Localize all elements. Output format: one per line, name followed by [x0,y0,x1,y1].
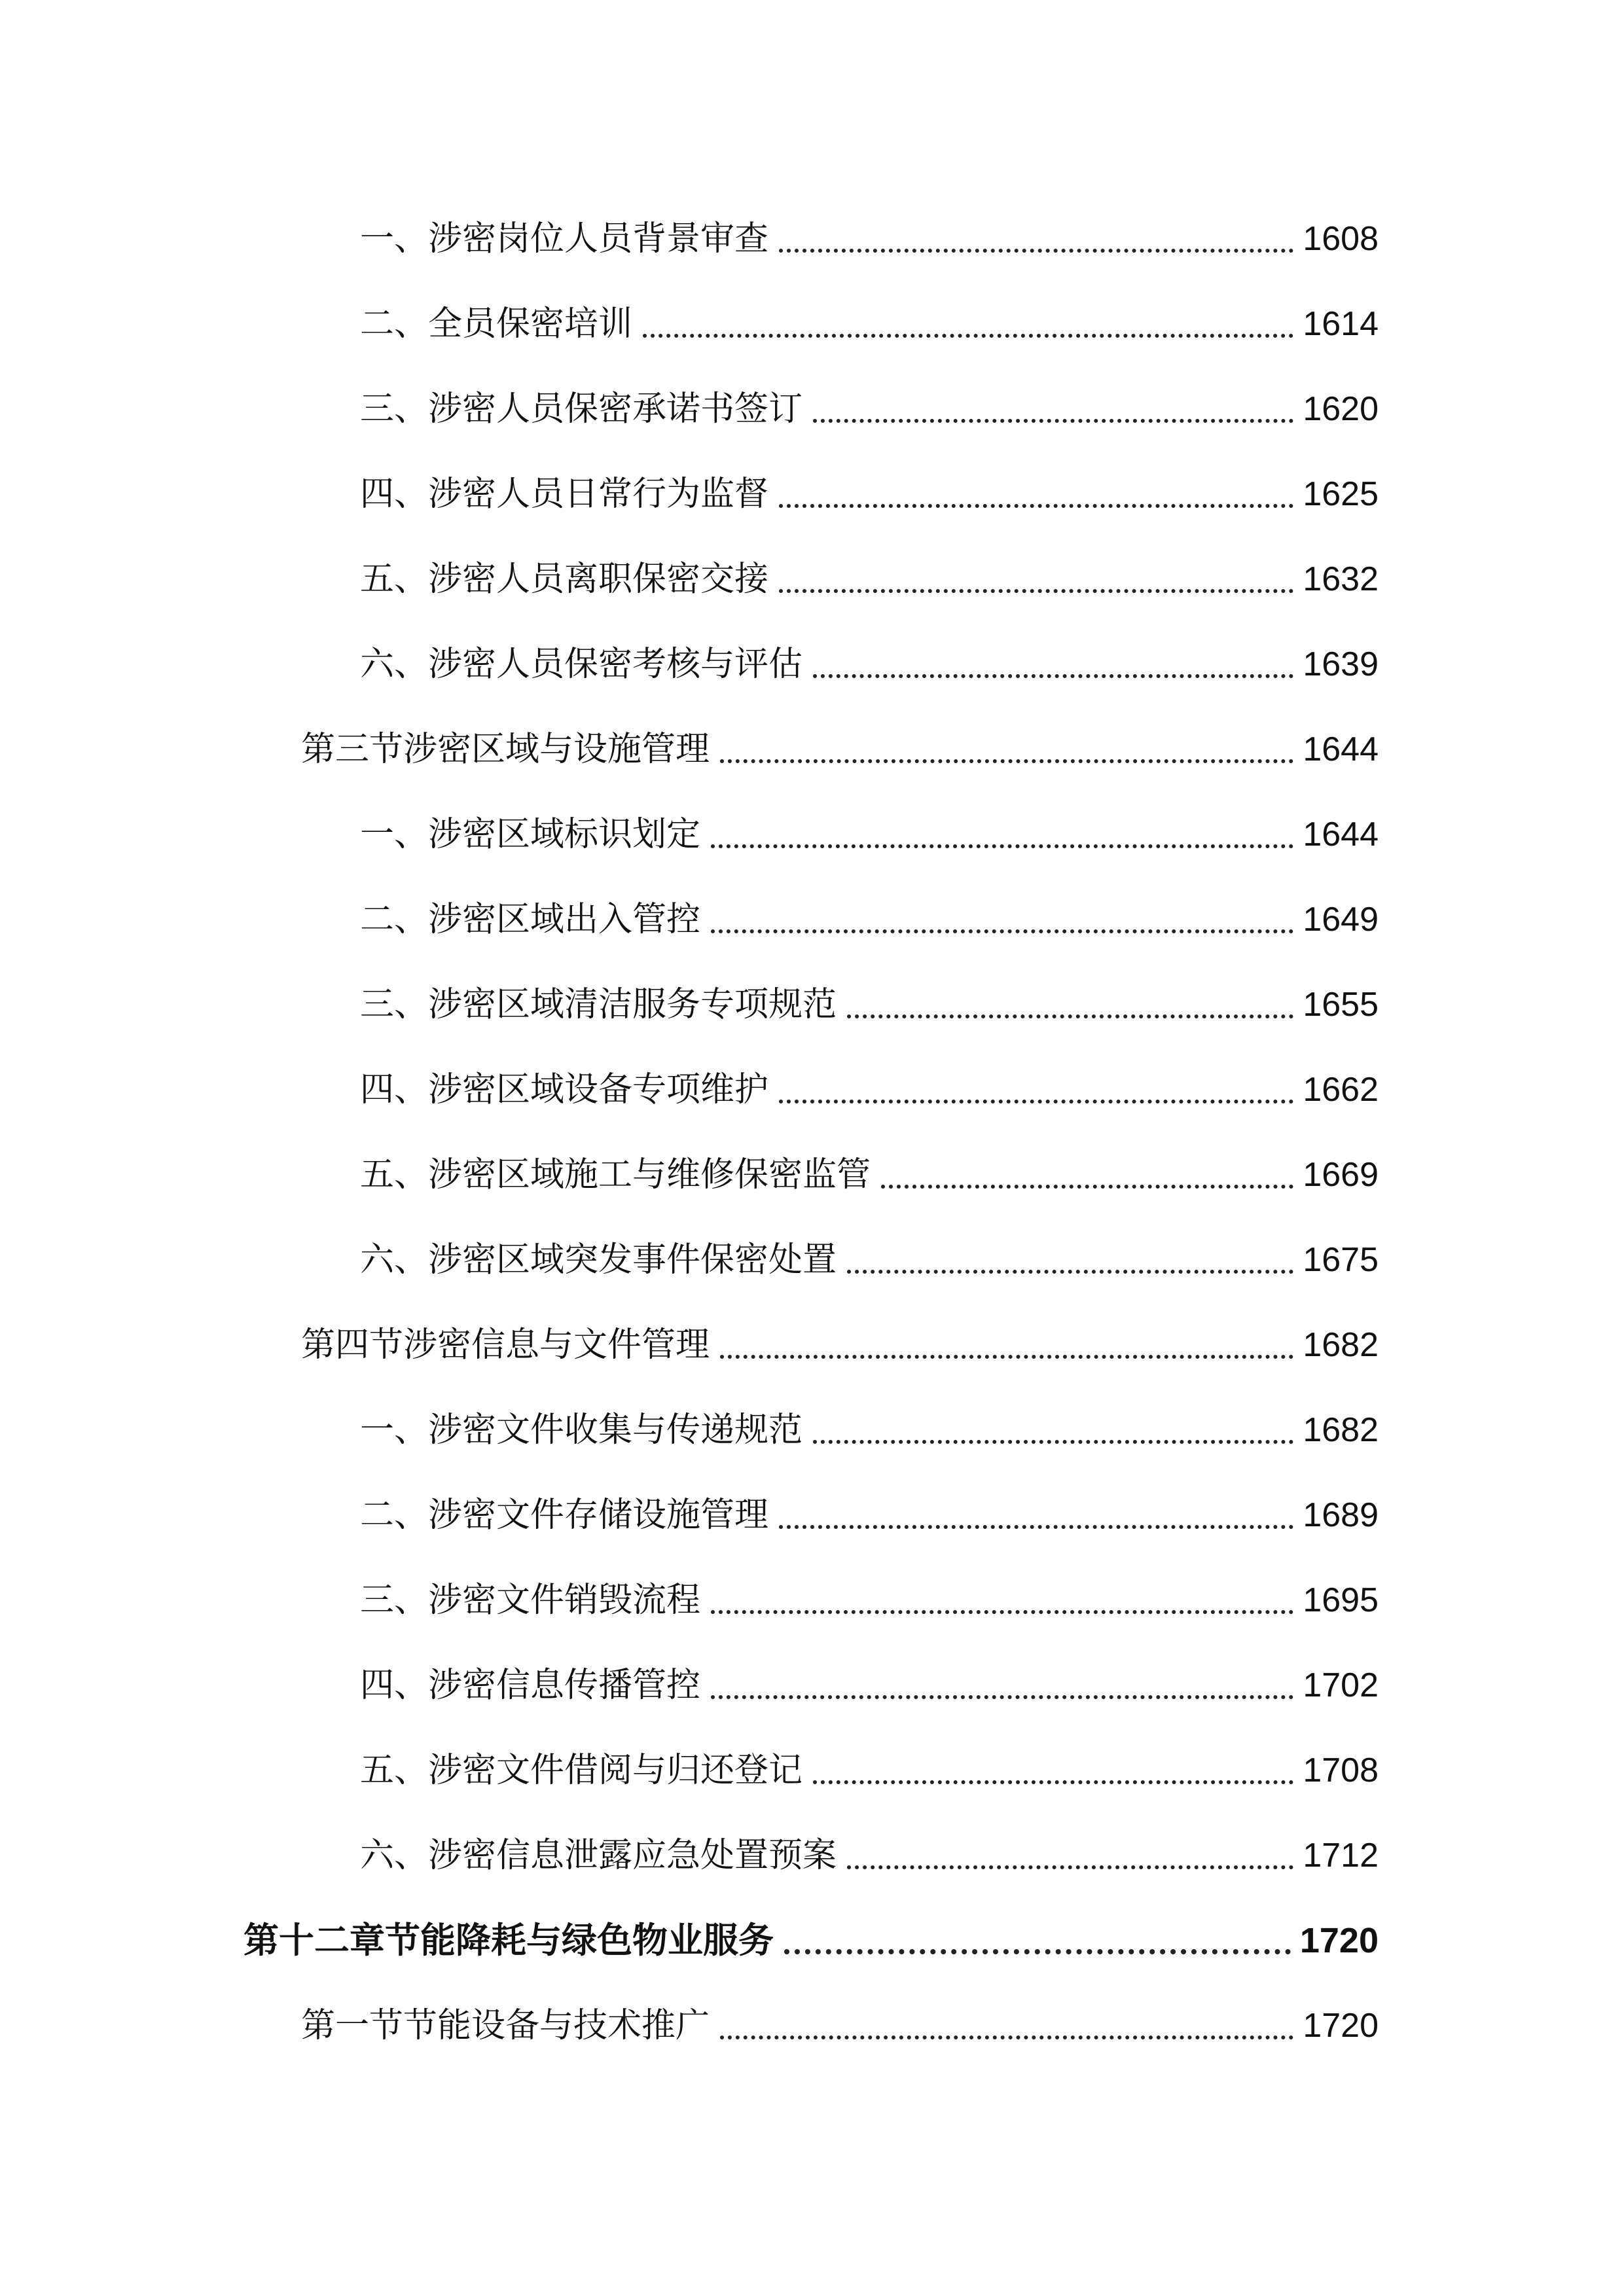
toc-dot-leader [779,589,1293,593]
toc-entry-title: 三、涉密人员保密承诺书签订 [360,389,803,429]
toc-entry[interactable] [360,1741,1379,1800]
toc-page-number: 1720 [1303,2007,1379,2045]
toc-page-number: 1662 [1303,1071,1379,1109]
toc-dot-leader [720,759,1293,763]
toc-entry[interactable] [360,975,1379,1034]
toc-dot-leader [711,1695,1293,1699]
toc-page-number: 1682 [1303,1326,1379,1364]
toc-entry-title: 一、涉密区域标识划定 [360,815,701,854]
toc-page-number: 1644 [1303,816,1379,853]
toc-entry-title: 二、涉密文件存储设施管理 [360,1496,769,1535]
toc-entry[interactable] [360,890,1379,949]
toc-dot-leader [779,504,1293,508]
toc-entry-title: 二、涉密区域出入管控 [360,900,701,939]
toc-entry[interactable] [360,1401,1379,1460]
toc-entry-title: 第三节涉密区域与设施管理 [301,730,710,769]
toc-entry-title: 三、涉密文件销毁流程 [360,1581,701,1620]
toc-section-entry[interactable] [301,720,1379,779]
toc-page-number: 1702 [1303,1666,1379,1704]
toc-entry-title: 三、涉密区域清洁服务专项规范 [360,985,837,1024]
toc-dot-leader [847,1865,1293,1869]
toc-page-number: 1649 [1303,901,1379,939]
toc-page-number: 1669 [1303,1156,1379,1194]
toc-section-entry[interactable] [301,1316,1379,1374]
toc-dot-leader [779,1100,1293,1103]
toc-entry-title: 一、涉密文件收集与传递规范 [360,1410,803,1450]
toc-entry[interactable] [360,465,1379,524]
toc-entry[interactable] [360,295,1379,353]
toc-dot-leader [813,1780,1293,1784]
toc-page-number: 1620 [1303,390,1379,428]
toc-dot-leader [779,249,1293,253]
toc-entry-title: 五、涉密人员离职保密交接 [360,560,769,599]
toc-dot-leader [711,844,1293,848]
toc-entry-title: 第一节节能设备与技术推广 [301,2006,710,2045]
toc-dot-leader [711,929,1293,933]
toc-dot-leader [720,1355,1293,1359]
toc-page-number: 1712 [1303,1837,1379,1874]
toc-page-number: 1708 [1303,1751,1379,1789]
toc-dot-leader [847,1014,1293,1018]
toc-page-number: 1639 [1303,645,1379,683]
toc-entry[interactable] [360,1656,1379,1715]
toc-dot-leader [720,2036,1293,2039]
toc-entry[interactable] [360,1060,1379,1119]
toc-chapter-entry[interactable] [244,1911,1379,1970]
toc-entry-title: 一、涉密岗位人员背景审查 [360,219,769,259]
toc-entry[interactable] [360,1145,1379,1204]
toc-dot-leader [847,1270,1293,1274]
toc-entry[interactable] [360,1826,1379,1885]
toc-entry-title: 六、涉密信息泄露应急处置预案 [360,1836,837,1875]
toc-page-number: 1614 [1303,305,1379,343]
toc-page-number: 1625 [1303,475,1379,513]
toc-entry[interactable] [360,1230,1379,1289]
toc-entry-title: 四、涉密信息传播管控 [360,1666,701,1705]
toc-entry-title: 四、涉密人员日常行为监督 [360,475,769,514]
toc-entry-title: 五、涉密区域施工与维修保密监管 [360,1155,871,1194]
toc-dot-leader [813,419,1293,423]
toc-dot-leader [779,1525,1293,1529]
toc-page-number: 1655 [1303,986,1379,1024]
toc-entry[interactable] [360,805,1379,864]
toc-page-number: 1695 [1303,1581,1379,1619]
toc-page-number: 1675 [1303,1241,1379,1279]
toc-dot-leader [881,1185,1293,1189]
toc-dot-leader [813,674,1293,678]
toc-entry[interactable] [360,1571,1379,1630]
toc-entry[interactable] [360,380,1379,439]
toc-entry-title: 第十二章节能降耗与绿色物业服务 [244,1920,774,1961]
toc-dot-leader [643,334,1293,338]
toc-dot-leader [711,1610,1293,1614]
toc-page-number: 1632 [1303,560,1379,598]
toc-entry[interactable] [360,635,1379,694]
toc-dot-leader [813,1440,1293,1444]
toc-page-number: 1682 [1303,1411,1379,1449]
toc-section-entry[interactable] [301,1996,1379,2055]
toc-entry-title: 六、涉密人员保密考核与评估 [360,645,803,684]
toc-page-number: 1608 [1303,220,1379,258]
toc-entry[interactable] [360,1486,1379,1545]
toc-entry-title: 四、涉密区域设备专项维护 [360,1070,769,1109]
toc-entry-title: 二、全员保密培训 [360,304,633,344]
toc-entry-title: 六、涉密区域突发事件保密处置 [360,1240,837,1280]
toc-entry[interactable] [360,209,1379,268]
toc-page-number: 1644 [1303,730,1379,768]
toc-entry-title: 第四节涉密信息与文件管理 [301,1325,710,1365]
toc-page-number: 1689 [1303,1496,1379,1534]
toc-page-number: 1720 [1299,1921,1379,1960]
toc-entry-title: 五、涉密文件借阅与归还登记 [360,1751,803,1790]
toc-dot-leader [784,1949,1291,1954]
toc-entry[interactable] [360,550,1379,609]
